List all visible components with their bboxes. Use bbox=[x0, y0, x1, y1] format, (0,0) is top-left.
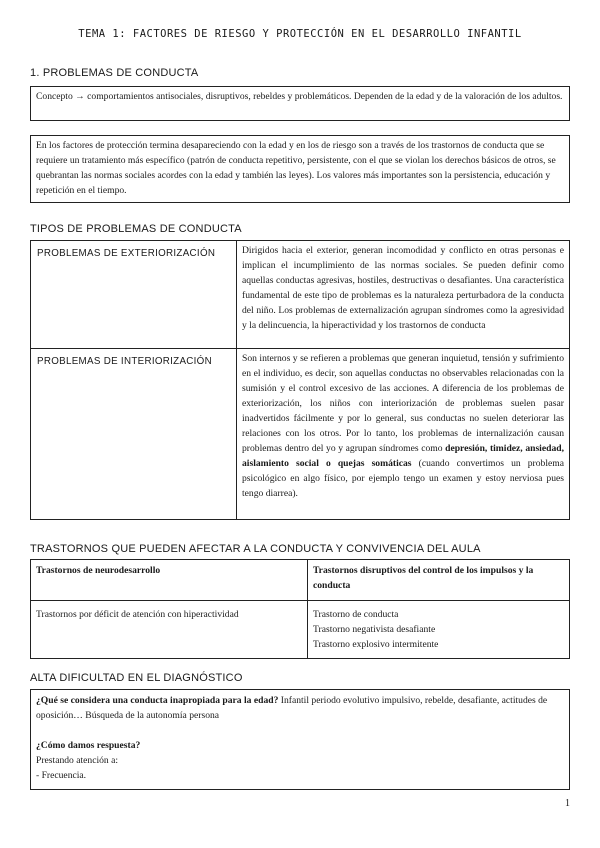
page-number: 1 bbox=[565, 798, 570, 809]
neurodevelopment-header: Trastornos de neurodesarrollo bbox=[31, 560, 308, 601]
section-heading-diagnostico: ALTA DIFICULTAD EN EL DIAGNÓSTICO bbox=[30, 672, 243, 684]
types-table bbox=[30, 240, 570, 520]
disorders-table bbox=[30, 559, 570, 659]
table-row bbox=[31, 560, 570, 601]
concept-box bbox=[30, 86, 570, 121]
table-row bbox=[31, 241, 570, 349]
interiorizacion-label: PROBLEMAS DE INTERIORIZACIÓN bbox=[31, 349, 237, 520]
internalizing-syndromes: depresión, timidez, ansiedad, aislamiento social o quejas somáticas bbox=[242, 443, 564, 469]
section-heading-problemas-de-conducta: 1. PROBLEMAS DE CONDUCTA bbox=[30, 67, 199, 79]
protection-risk-note-text: En los factores de protección termina desapareciendo con la edad y en los de riesgo son a través de los trastornos de conducta que se requiere un tratamiento más específico (patrón de conducta repetitivo, persistente, con el que se violan los derechos básicos de otros, se quebrantan las normas sociales acordes con la edad y también las leyes). Los valores más importantes son la persistencia, educación y repetición en el tiempo. bbox=[36, 140, 556, 196]
protection-risk-note-box bbox=[30, 135, 570, 203]
exteriorizacion-description: Dirigidos hacia el exterior, generan incomodidad y conflicto en otras personas e implican el incumplimiento de las normas sociales. Se pueden definir como aquellas conductas agresivas, hostiles, destructivas o desafiantes. Una característica fundamental de este tipo de problemas es la naturaleza perturbadora de la conducta del niño. Los problemas de externalización agrupan síndromes como la agresividad y la delincuencia, la hiperactividad y los trastornos de conducta bbox=[237, 241, 570, 349]
list-item: Trastorno de conducta bbox=[313, 609, 399, 620]
concept-text: Concepto → comportamientos antisociales, disruptivos, rebeldes y problemáticos. Dependen de la edad y de la valoración de los adultos. bbox=[36, 91, 563, 102]
exteriorizacion-label: PROBLEMAS DE EXTERIORIZACIÓN bbox=[31, 241, 237, 349]
table-row bbox=[31, 349, 570, 520]
document-title: TEMA 1: FACTORES DE RIESGO Y PROTECCIÓN EN EL DESARROLLO INFANTIL bbox=[78, 28, 522, 40]
diagnosis-question-1: ¿Qué se considera una conducta inapropiada para la edad? Infantil periodo evolutivo impulsivo, rebelde, desafiante, actitudes de oposición… Búsqueda de la autonomía persona bbox=[36, 695, 548, 721]
section-heading-trastornos: TRASTORNOS QUE PUEDEN AFECTAR A LA CONDUCTA Y CONVIVENCIA DEL AULA bbox=[30, 543, 481, 555]
list-item: Trastorno explosivo intermitente bbox=[313, 639, 439, 650]
table-row bbox=[31, 601, 570, 659]
diagnosis-answer-line-1: Prestando atención a: bbox=[36, 755, 119, 766]
adhd-cell: Trastornos por déficit de atención con hiperactividad bbox=[31, 601, 308, 659]
diagnosis-question-2: ¿Cómo damos respuesta? bbox=[36, 740, 141, 751]
interiorizacion-description: Son internos y se refieren a problemas que generan inquietud, tensión y sufrimiento en el individuo, es decir, son aquellas conductas no observables relacionadas con la sumisión y el control excesivo de las acciones. A diferencia de los problemas de exteriorización, los niños con interiorización de problemas suelen pasar inadvertidos fácilmente y por lo general, sus conductas no suelen deteriorar las relaciones con los otros. Por lo tanto, los problemas de internalización causan problemas dentro del yo y agrupan síndromes como depresión, timidez, ansiedad, aislamiento social o quejas somáticas (cuando convertimos un problema psicológico en algo físico, por ejemplo tengo un examen y estoy nerviosa pues tengo diarrea). bbox=[237, 349, 570, 520]
disruptive-disorders-header: Trastornos disruptivos del control de los impulsos y la conducta bbox=[308, 560, 570, 601]
section-heading-tipos: TIPOS DE PROBLEMAS DE CONDUCTA bbox=[30, 223, 242, 235]
list-item: Trastorno negativista desafiante bbox=[313, 624, 436, 635]
diagnosis-box bbox=[30, 689, 570, 790]
diagnosis-answer-line-2: - Frecuencia. bbox=[36, 770, 87, 781]
disruptive-disorders-list bbox=[308, 601, 570, 659]
